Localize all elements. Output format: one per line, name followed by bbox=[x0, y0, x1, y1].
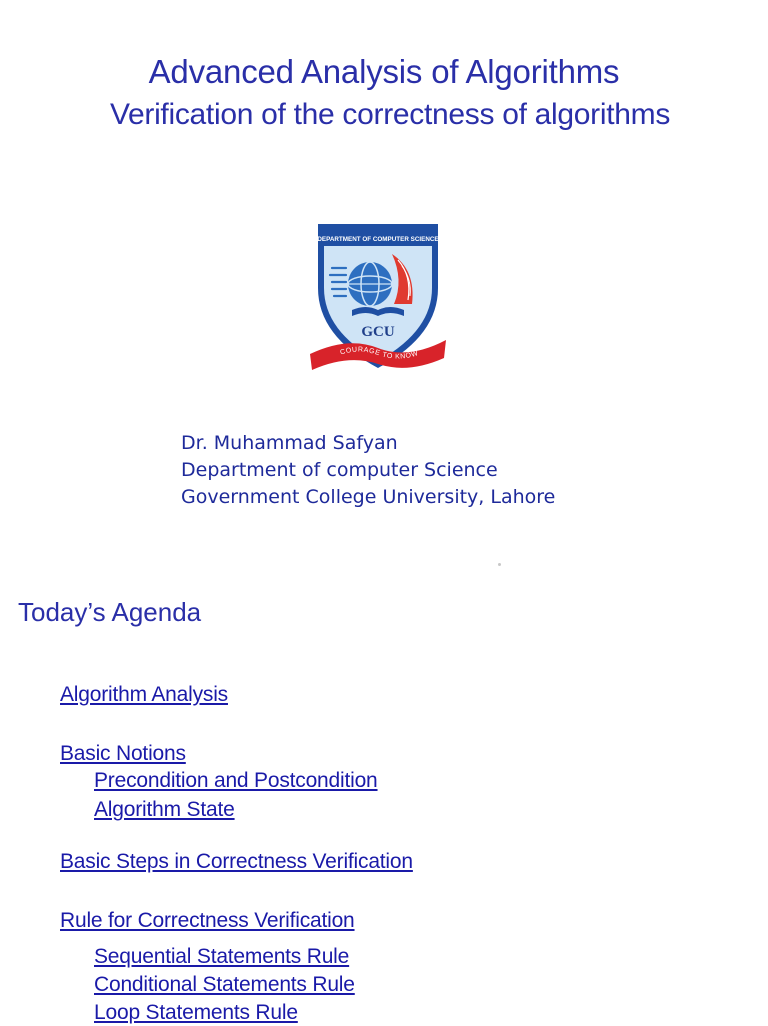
agenda-link-sequential-rule[interactable]: Sequential Statements Rule bbox=[94, 945, 350, 968]
agenda-link-loop-rule[interactable]: Loop Statements Rule bbox=[94, 1001, 298, 1024]
author-university: Government College University, Lahore bbox=[181, 486, 556, 508]
logo-top-text: DEPARTMENT OF COMPUTER SCIENCE bbox=[317, 236, 439, 243]
agenda-link-basic-notions[interactable]: Basic Notions bbox=[60, 742, 186, 765]
gcu-department-logo bbox=[308, 218, 448, 376]
agenda-link-algorithm-state[interactable]: Algorithm State bbox=[94, 798, 235, 821]
author-department: Department of computer Science bbox=[181, 459, 498, 481]
agenda-link-rule-correctness[interactable]: Rule for Correctness Verification bbox=[60, 909, 355, 932]
stray-dot bbox=[498, 563, 501, 566]
author-block bbox=[181, 430, 555, 511]
agenda-heading: Today’s Agenda bbox=[18, 597, 202, 627]
logo-ribbon-text: COURAGE TO KNOW bbox=[339, 346, 420, 361]
slide-title: Advanced Analysis of Algorithms bbox=[148, 53, 620, 90]
logo-monogram: GCU bbox=[361, 324, 395, 340]
agenda-link-conditional-rule[interactable]: Conditional Statements Rule bbox=[94, 973, 355, 996]
slide-subtitle: Verification of the correctness of algorithms bbox=[109, 98, 671, 131]
agenda-link-algorithm-analysis[interactable]: Algorithm Analysis bbox=[60, 683, 228, 706]
author-name: Dr. Muhammad Safyan bbox=[181, 432, 398, 454]
agenda-link-basic-steps[interactable]: Basic Steps in Correctness Verification bbox=[60, 850, 413, 873]
agenda-link-precondition-postcondition[interactable]: Precondition and Postcondition bbox=[94, 769, 378, 792]
